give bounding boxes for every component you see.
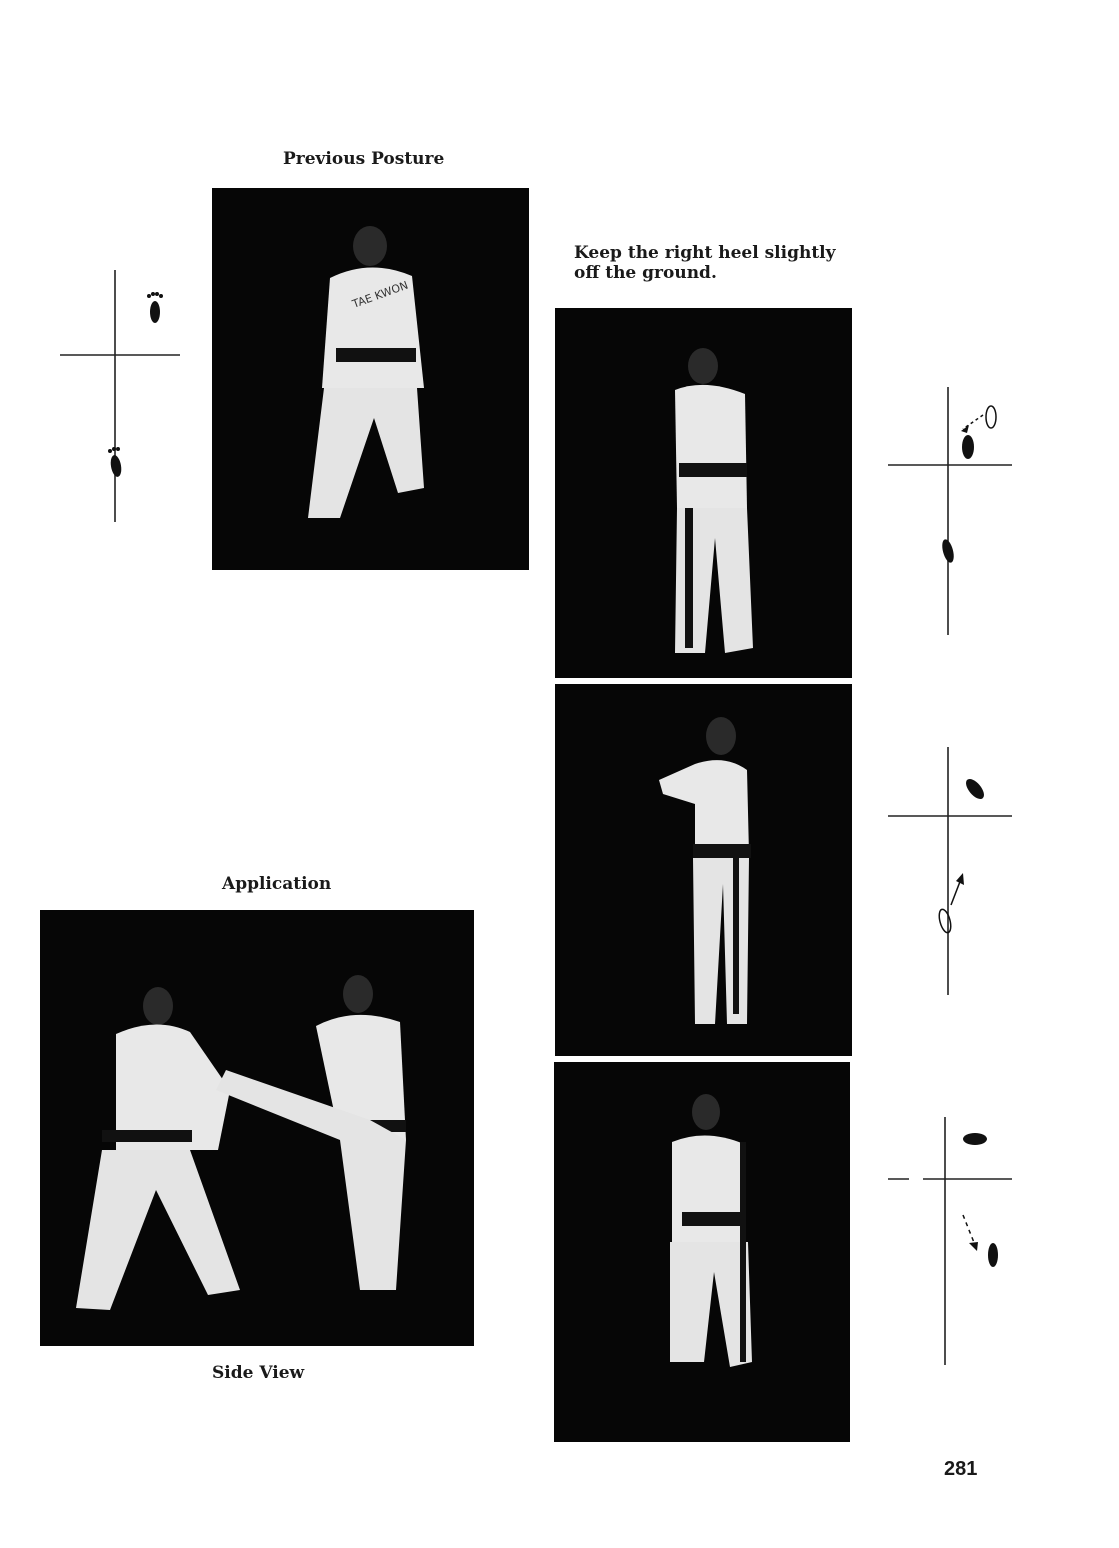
page-number: 281	[944, 1458, 978, 1480]
right-footprint-icon	[963, 776, 988, 802]
footprint-outline-icon	[986, 406, 996, 428]
svg-text:TAE KWON: TAE KWON	[350, 278, 410, 311]
right-footprint-icon	[147, 292, 163, 323]
application-caption: Application	[222, 874, 332, 894]
arrow-icon	[951, 873, 964, 905]
arrow-icon	[963, 1215, 978, 1251]
application-photo	[40, 910, 474, 1346]
arrow-icon	[961, 415, 983, 433]
step-1-photo	[555, 308, 852, 678]
step-3-foot-diagram	[885, 1115, 1015, 1367]
step-1-foot-diagram	[885, 385, 1015, 637]
previous-posture-caption: Previous Posture	[283, 149, 445, 169]
footprint-outline-icon	[937, 908, 953, 934]
left-footprint-icon	[940, 538, 956, 564]
previous-posture-foot-diagram	[58, 268, 183, 526]
side-view-caption: Side View	[212, 1363, 305, 1383]
step-2-foot-diagram	[885, 745, 1015, 997]
step-3-photo	[554, 1062, 850, 1442]
heel-note-line-1: Keep the right heel slightly	[574, 243, 836, 263]
previous-posture-photo	[212, 188, 529, 570]
right-footprint-icon	[963, 1133, 987, 1145]
right-footprint-icon	[962, 435, 974, 459]
heel-note-line-2: off the ground.	[574, 263, 717, 283]
step-2-photo	[555, 684, 852, 1056]
left-footprint-icon	[988, 1243, 998, 1267]
heel-instruction-note	[574, 243, 874, 283]
